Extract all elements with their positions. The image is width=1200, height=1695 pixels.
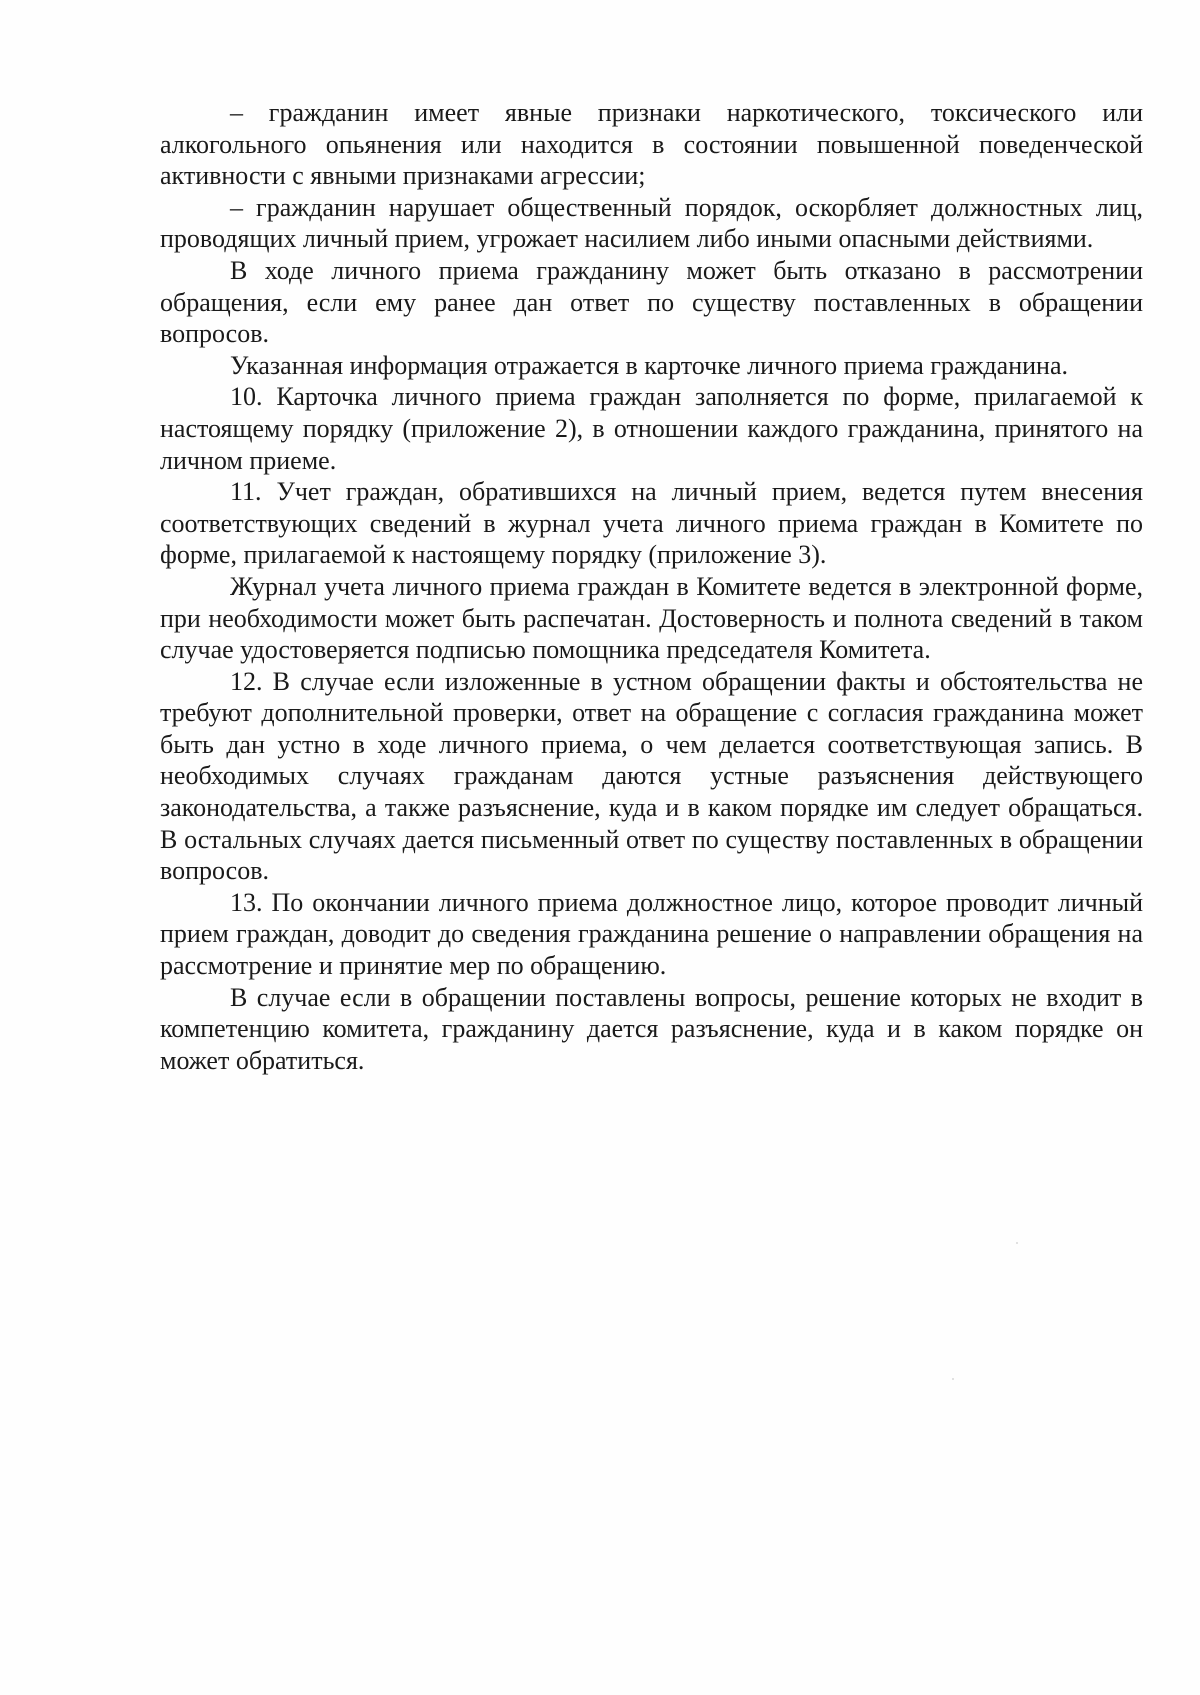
scan-speck [1016,1242,1018,1244]
paragraph-item-10: 10. Карточка личного приема граждан заполняется по форме, прилагаемой к настоящему порядку (приложение 2), в отношении каждого гражданина, принятого на личном приеме. [160,382,1143,475]
paragraph-electronic-journal: Журнал учета личного приема граждан в Комитете ведется в электронной форме, при необходимости может быть распечатан. Достоверность и полнота сведений в таком случае удостоверяется подписью помощника председателя Комитета. [160,571,1143,665]
paragraph-item-11: 11. Учет граждан, обратившихся на личный прием, ведется путем внесения соответствующих сведений в журнал учета личного приема граждан в Комитете по форме, прилагаемой к настоящему порядку (приложение 3). [160,477,1143,570]
paragraph-item-12: 12. В случае если изложенные в устном обращении факты и обстоятельства не требуют дополнительной проверки, ответ на обращение с согласия гражданина может быть дан устно в ходе личного приема, о чем делается соответствующая запись. В необходимых случаях гражданам даются устные разъяснения действующего законодательства, а также разъяснение, куда и в каком порядке им следует обращаться. В остальных случаях дается письменный ответ по существу поставленных в обращении вопросов. [160,666,1143,886]
paragraph-public-order-clause: – гражданин нарушает общественный порядок, оскорбляет должностных лиц, проводящих личный прием, угрожает насилием либо иными опасными действиями. [160,192,1143,254]
paragraph-card-reflection: Указанная информация отражается в карточке личного приема гражданина. [230,350,1068,380]
paragraph-intoxication-clause: – гражданин имеет явные признаки наркотического, токсического или алкогольного опьянения или находится в состоянии повышенной поведенческой активности с явными признаками агрессии; [160,98,1143,191]
paragraph-outside-competence: В случае если в обращении поставлены вопросы, решение которых не входит в компетенцию комитета, гражданину дается разъяснение, куда и в каком порядке он может обратиться. [160,982,1143,1075]
paragraph-item-13: 13. По окончании личного приема должностное лицо, которое проводит личный прием граждан, доводит до сведения гражданина решение о направлении обращения на рассмотрение и принятие мер по обращению. [160,887,1143,981]
paragraph-refusal-of-consideration: В ходе личного приема гражданину может быть отказано в рассмотрении обращения, если ему ранее дан ответ по существу поставленных в обращении вопросов. [160,255,1143,349]
scan-speck [952,1378,954,1380]
document-body [160,97,1143,1076]
